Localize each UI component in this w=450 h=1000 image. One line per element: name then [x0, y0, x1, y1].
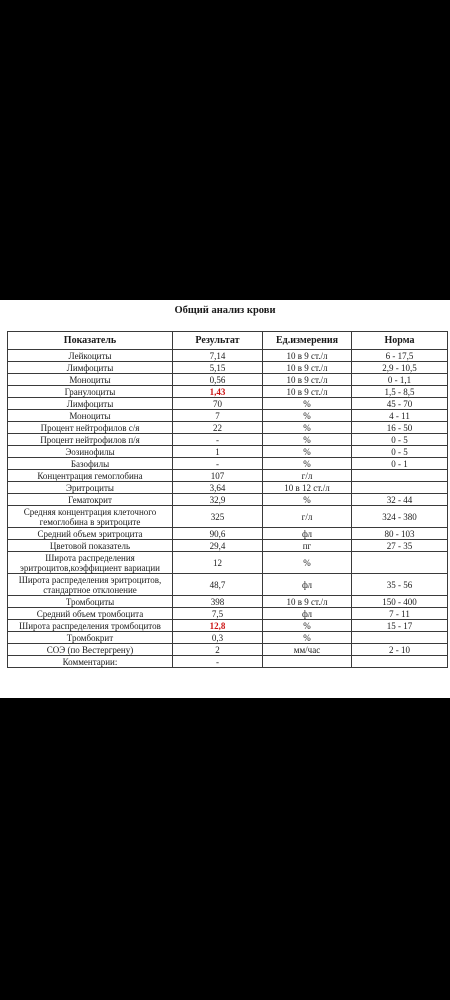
norm-cell: 35 - 56	[352, 574, 448, 596]
result-cell: 107	[173, 470, 263, 482]
result-cell: 1	[173, 446, 263, 458]
unit-cell: %	[263, 552, 352, 574]
table-row	[8, 540, 448, 552]
result-cell: 29,4	[173, 540, 263, 552]
norm-cell: 4 - 11	[352, 410, 448, 422]
result-cell: 12,8	[173, 620, 263, 632]
unit-cell: пг	[263, 540, 352, 552]
parameter-name-cell: Гематокрит	[8, 494, 173, 506]
table-body	[8, 350, 448, 668]
norm-cell: 0 - 1,1	[352, 374, 448, 386]
norm-cell: 0 - 1	[352, 458, 448, 470]
norm-cell: 0 - 5	[352, 434, 448, 446]
table-row	[8, 506, 448, 528]
parameter-name-cell: СОЭ (по Вестергрену)	[8, 644, 173, 656]
unit-cell: %	[263, 620, 352, 632]
column-header-result: Результат	[173, 332, 263, 350]
unit-cell: мм/час	[263, 644, 352, 656]
norm-cell: 150 - 400	[352, 596, 448, 608]
result-cell: 0,3	[173, 632, 263, 644]
parameter-name-cell: Комментарии:	[8, 656, 173, 668]
result-cell: 325	[173, 506, 263, 528]
result-cell: 1,43	[173, 386, 263, 398]
parameter-name-cell: Процент нейтрофилов с/я	[8, 422, 173, 434]
unit-cell: 10 в 9 ст./л	[263, 350, 352, 362]
norm-cell	[352, 470, 448, 482]
parameter-name-cell: Широта распределения эритроцитов, стандартное отклонение	[8, 574, 173, 596]
unit-cell: 10 в 9 ст./л	[263, 596, 352, 608]
parameter-name-cell: Средняя концентрация клеточного гемоглобина в эритроците	[8, 506, 173, 528]
parameter-name-cell: Тромбоциты	[8, 596, 173, 608]
parameter-name-cell: Моноциты	[8, 374, 173, 386]
norm-cell	[352, 482, 448, 494]
result-cell: 7	[173, 410, 263, 422]
norm-cell	[352, 552, 448, 574]
table-row	[8, 374, 448, 386]
norm-cell: 2,9 - 10,5	[352, 362, 448, 374]
norm-cell	[352, 632, 448, 644]
norm-cell: 324 - 380	[352, 506, 448, 528]
table-row	[8, 656, 448, 668]
result-cell: -	[173, 458, 263, 470]
result-cell: 32,9	[173, 494, 263, 506]
unit-cell: фл	[263, 574, 352, 596]
table-row	[8, 608, 448, 620]
unit-cell: %	[263, 458, 352, 470]
parameter-name-cell: Тромбокрит	[8, 632, 173, 644]
unit-cell: г/л	[263, 506, 352, 528]
result-cell: -	[173, 656, 263, 668]
result-cell: 90,6	[173, 528, 263, 540]
table-row	[8, 422, 448, 434]
parameter-name-cell: Широта распределения эритроцитов,коэффициент вариации	[8, 552, 173, 574]
table-row	[8, 620, 448, 632]
table-row	[8, 470, 448, 482]
unit-cell: %	[263, 494, 352, 506]
column-header-parameter: Показатель	[8, 332, 173, 350]
column-header-unit: Ед.измерения	[263, 332, 352, 350]
norm-cell: 45 - 70	[352, 398, 448, 410]
result-cell: 3,64	[173, 482, 263, 494]
unit-cell: фл	[263, 528, 352, 540]
unit-cell: %	[263, 446, 352, 458]
unit-cell: %	[263, 422, 352, 434]
norm-cell: 15 - 17	[352, 620, 448, 632]
document-page	[0, 300, 450, 698]
parameter-name-cell: Лейкоциты	[8, 350, 173, 362]
norm-cell: 32 - 44	[352, 494, 448, 506]
table-row	[8, 386, 448, 398]
parameter-name-cell: Лимфоциты	[8, 398, 173, 410]
document-title: Общий анализ крови	[174, 305, 276, 316]
results-table	[7, 331, 448, 668]
unit-cell: %	[263, 434, 352, 446]
parameter-name-cell: Базофилы	[8, 458, 173, 470]
parameter-name-cell: Цветовой показатель	[8, 540, 173, 552]
parameter-name-cell: Средний объем эритроцита	[8, 528, 173, 540]
unit-cell: 10 в 9 ст./л	[263, 374, 352, 386]
norm-cell: 0 - 5	[352, 446, 448, 458]
parameter-name-cell: Моноциты	[8, 410, 173, 422]
table-row	[8, 350, 448, 362]
parameter-name-cell: Гранулоциты	[8, 386, 173, 398]
result-cell: 0,56	[173, 374, 263, 386]
norm-cell: 80 - 103	[352, 528, 448, 540]
result-cell: -	[173, 434, 263, 446]
table-row	[8, 632, 448, 644]
parameter-name-cell: Средний объем тромбоцита	[8, 608, 173, 620]
parameter-name-cell: Процент нейтрофилов п/я	[8, 434, 173, 446]
unit-cell: 10 в 9 ст./л	[263, 386, 352, 398]
table-row	[8, 494, 448, 506]
unit-cell: 10 в 9 ст./л	[263, 362, 352, 374]
table-row	[8, 362, 448, 374]
norm-cell: 6 - 17,5	[352, 350, 448, 362]
table-header-row	[8, 332, 448, 350]
result-cell: 70	[173, 398, 263, 410]
table-row	[8, 398, 448, 410]
unit-cell: г/л	[263, 470, 352, 482]
norm-cell: 16 - 50	[352, 422, 448, 434]
unit-cell	[263, 656, 352, 668]
table-row	[8, 644, 448, 656]
unit-cell: 10 в 12 ст./л	[263, 482, 352, 494]
result-cell: 398	[173, 596, 263, 608]
parameter-name-cell: Широта распределения тромбоцитов	[8, 620, 173, 632]
parameter-name-cell: Концентрация гемоглобина	[8, 470, 173, 482]
norm-cell: 2 - 10	[352, 644, 448, 656]
norm-cell: 1,5 - 8,5	[352, 386, 448, 398]
norm-cell: 27 - 35	[352, 540, 448, 552]
result-cell: 2	[173, 644, 263, 656]
result-cell: 48,7	[173, 574, 263, 596]
parameter-name-cell: Лимфоциты	[8, 362, 173, 374]
table-row	[8, 410, 448, 422]
parameter-name-cell: Эозинофилы	[8, 446, 173, 458]
unit-cell: %	[263, 632, 352, 644]
unit-cell: %	[263, 410, 352, 422]
table-row	[8, 528, 448, 540]
unit-cell: %	[263, 398, 352, 410]
norm-cell	[352, 656, 448, 668]
table-row	[8, 446, 448, 458]
table-row	[8, 596, 448, 608]
result-cell: 12	[173, 552, 263, 574]
table-row	[8, 482, 448, 494]
unit-cell: фл	[263, 608, 352, 620]
result-cell: 22	[173, 422, 263, 434]
table-row	[8, 458, 448, 470]
parameter-name-cell: Эритроциты	[8, 482, 173, 494]
norm-cell: 7 - 11	[352, 608, 448, 620]
result-cell: 7,14	[173, 350, 263, 362]
result-cell: 5,15	[173, 362, 263, 374]
table-row	[8, 574, 448, 596]
table-row	[8, 434, 448, 446]
table-row	[8, 552, 448, 574]
column-header-norm: Норма	[352, 332, 448, 350]
result-cell: 7,5	[173, 608, 263, 620]
